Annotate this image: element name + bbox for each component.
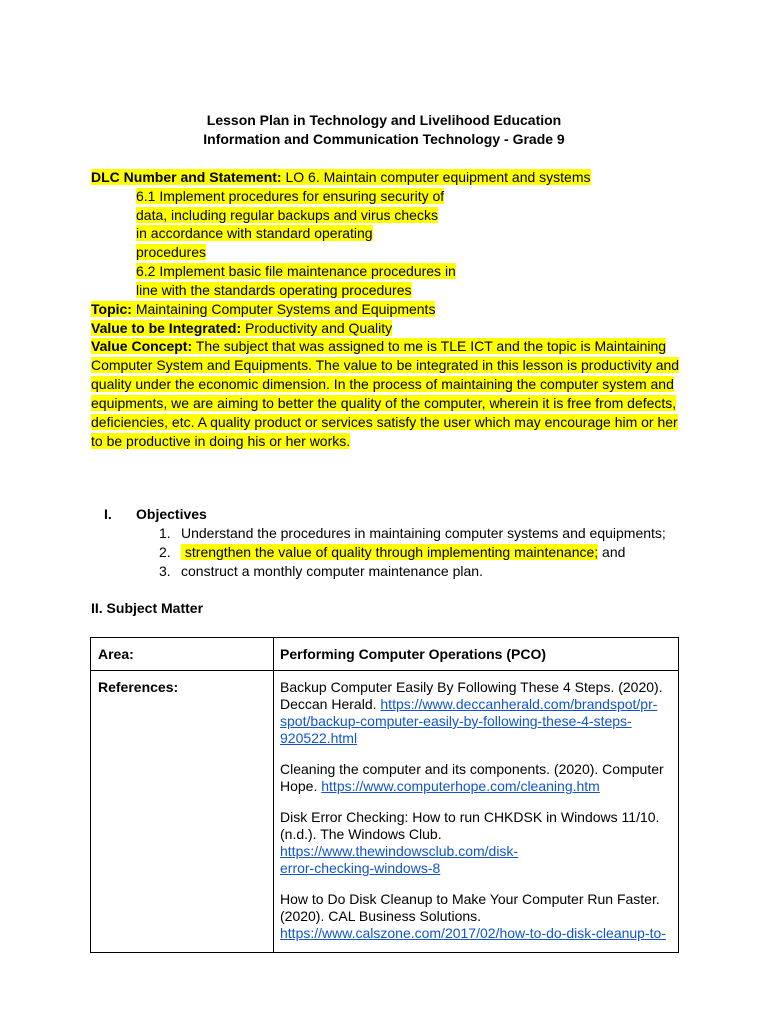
reference-item	[280, 679, 672, 747]
objective-item	[159, 562, 666, 581]
topic-label: Topic:	[91, 301, 132, 317]
topic-line	[91, 300, 435, 318]
objective-text: Understand the procedures in maintaining computer systems and equipments;	[181, 525, 666, 541]
objective-text: construct a monthly computer maintenance plan.	[181, 563, 483, 579]
area-value: Performing Computer Operations (PCO)	[274, 638, 679, 671]
reference-link[interactable]: https://www.deccanherald.com/brandspot/pr-	[380, 696, 658, 712]
dlc-sub-line: 6.2 Implement basic file maintenance procedures in	[136, 263, 456, 279]
reference-item	[280, 891, 672, 942]
reference-text: Cleaning the computer and its components. (2020). Computer	[280, 761, 664, 777]
objective-item	[159, 524, 666, 543]
reference-text: (2020). CAL Business Solutions.	[280, 908, 482, 924]
objective-number: 3.	[159, 563, 171, 579]
value-concept-text: quality under the economic dimension. In the process of maintaining the computer system and	[91, 376, 674, 392]
reference-item	[280, 809, 672, 877]
reference-link[interactable]: error-checking-windows-8	[280, 860, 441, 876]
reference-link[interactable]: spot/backup-computer-easily-by-following-these-4-steps-	[280, 713, 632, 729]
value-concept-text: deficiencies, etc. A quality product or services satisfy the user which may encourage him or her	[91, 414, 678, 430]
objectives-heading: Objectives	[136, 506, 207, 522]
dlc-sub-line: line with the standards operating procedures	[136, 282, 412, 298]
area-label: Area:	[91, 638, 274, 671]
reference-link[interactable]: https://www.thewindowsclub.com/disk-	[280, 843, 519, 859]
reference-text: Backup Computer Easily By Following These 4 Steps. (2020).	[280, 679, 663, 695]
value-integrated-line	[91, 319, 392, 337]
reference-text: (n.d.). The Windows Club.	[280, 826, 442, 842]
objectives-numeral: I.	[104, 506, 112, 522]
objective-number: 1.	[159, 525, 171, 541]
objective-number: 2.	[159, 544, 171, 560]
document-subtitle: Information and Communication Technology - Grade 9	[203, 131, 565, 147]
value-concept-text: The subject that was assigned to me is TLE ICT and the topic is Maintaining	[192, 338, 667, 354]
reference-link[interactable]: https://www.calszone.com/2017/02/how-to-do-disk-cleanup-to-	[280, 925, 666, 941]
table-row	[91, 638, 679, 671]
value-concept-text: Computer System and Equipments. The value to be integrated in this lesson is productivity and	[91, 357, 680, 373]
dlc-statement	[91, 168, 591, 186]
reference-link[interactable]: https://www.computerhope.com/cleaning.htm	[321, 778, 600, 794]
references-cell	[274, 671, 679, 953]
dlc-sub-line: in accordance with standard operating	[136, 225, 373, 241]
references-label: References:	[91, 671, 274, 953]
reference-item	[280, 761, 672, 795]
subject-matter-table	[90, 637, 679, 953]
dlc-sub-line: data, including regular backups and virus checks	[136, 207, 438, 223]
reference-text: How to Do Disk Cleanup to Make Your Computer Run Faster.	[280, 891, 660, 907]
objective-text: strengthen the value of quality through implementing maintenance;	[181, 544, 599, 560]
reference-text: Hope.	[280, 778, 322, 794]
objective-tail: and	[598, 544, 626, 560]
dlc-label: DLC Number and Statement:	[91, 169, 282, 185]
value-integrated-label: Value to be Integrated:	[91, 320, 242, 336]
dlc-sub-line: procedures	[136, 244, 207, 260]
objective-item	[159, 543, 666, 562]
value-concept-line	[91, 337, 666, 355]
document-title: Lesson Plan in Technology and Livelihood Education	[206, 112, 562, 128]
objectives-list	[159, 524, 666, 581]
subject-matter-heading: II. Subject Matter	[91, 600, 204, 616]
reference-text: Disk Error Checking: How to run CHKDSK in Windows 11/10.	[280, 809, 660, 825]
value-concept-text: to be productive in doing his or her works.	[91, 433, 351, 449]
reference-link[interactable]: 920522.html	[280, 730, 358, 746]
value-concept-label: Value Concept:	[91, 338, 193, 354]
reference-text: Deccan Herald.	[280, 696, 381, 712]
dlc-lo: LO 6. Maintain computer equipment and systems	[281, 169, 591, 185]
topic-value: Maintaining Computer Systems and Equipments	[131, 301, 436, 317]
value-concept-text: equipments, we are aiming to better the quality of the computer, wherein it is free from defects,	[91, 395, 677, 411]
dlc-sub-line: 6.1 Implement procedures for ensuring security of	[136, 188, 445, 204]
table-row	[91, 671, 679, 953]
value-integrated-value: Productivity and Quality	[241, 320, 393, 336]
